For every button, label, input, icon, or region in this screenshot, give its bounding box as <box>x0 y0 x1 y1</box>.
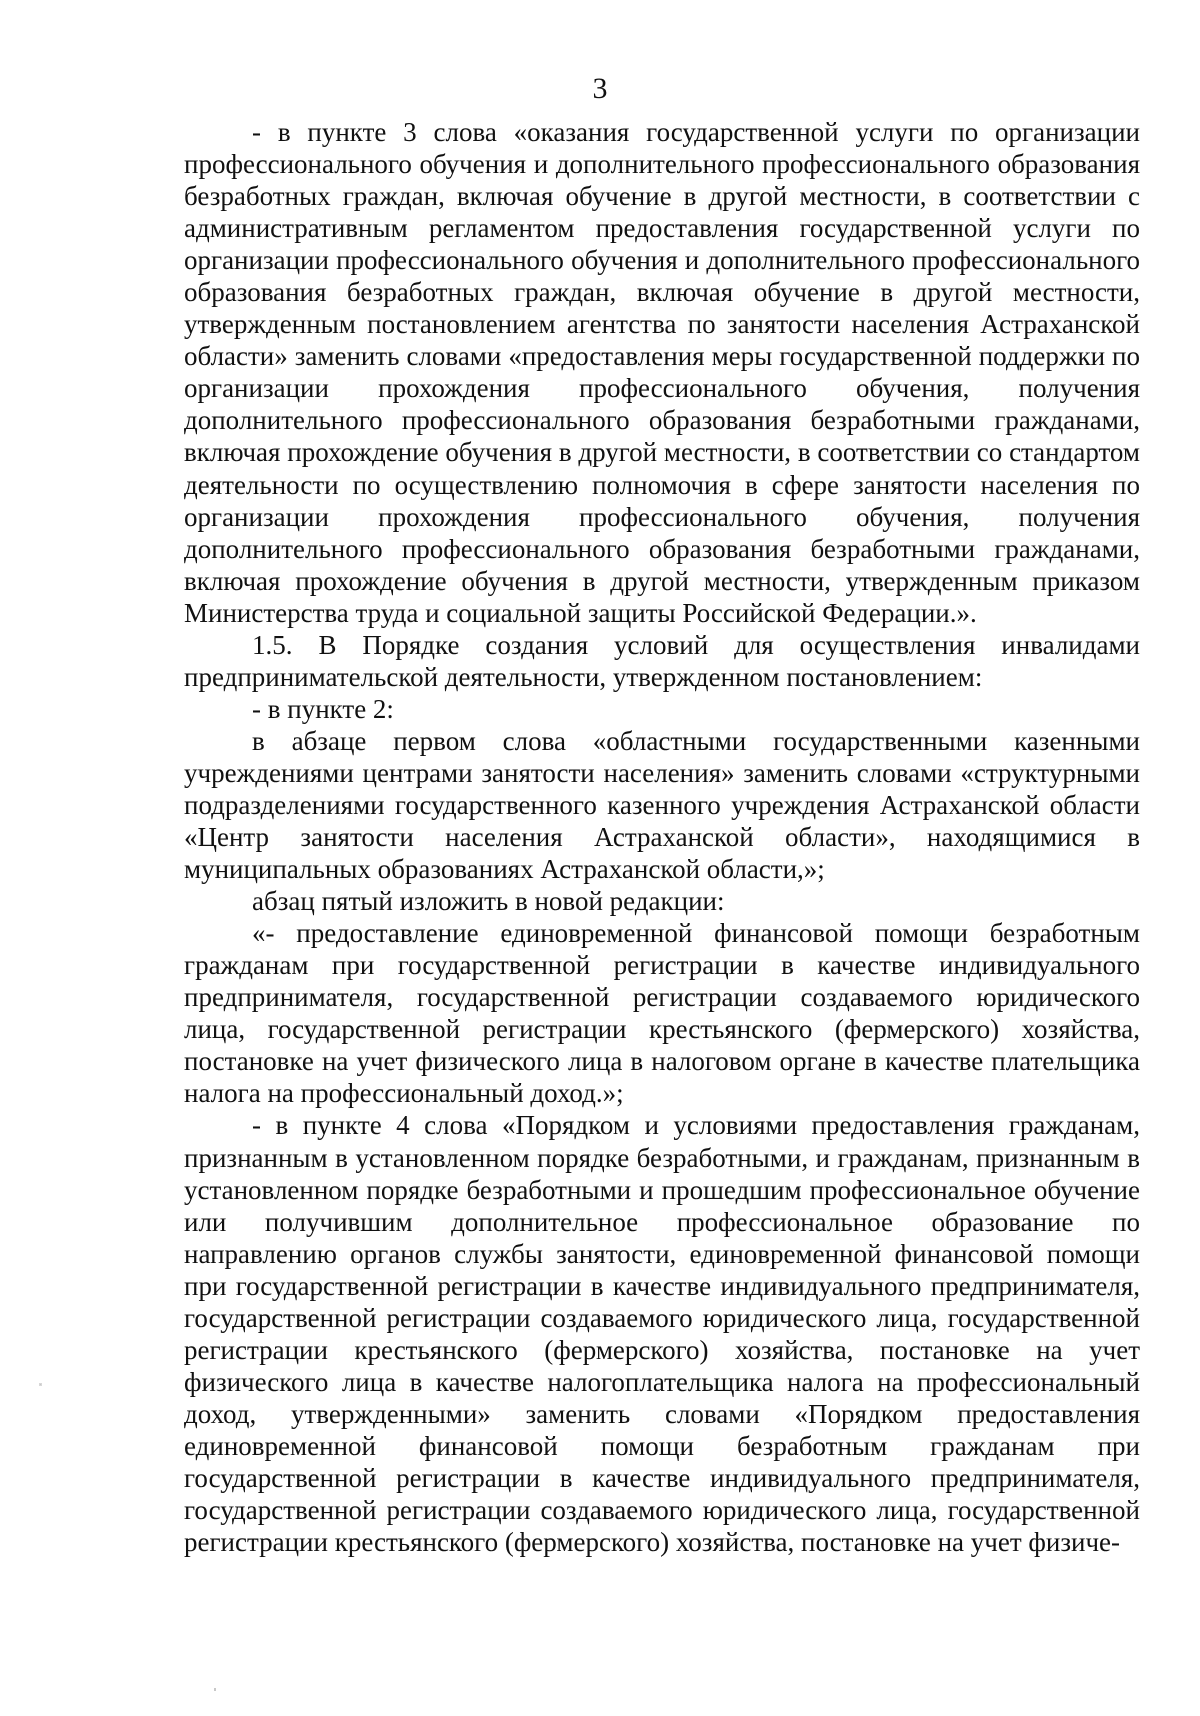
document-body <box>184 116 1140 1558</box>
page-number: 3 <box>592 72 608 105</box>
paragraph-item-2-heading: - в пункте 2: <box>252 693 394 724</box>
paragraph-fifth-abzac-heading: абзац пятый изложить в новой редакции: <box>252 886 725 917</box>
paragraph-section-1-5: 1.5. В Порядке создания условий для осуществления инвалидами предпринимательской деятельности, утвержденном постановлением: <box>184 629 1140 692</box>
paragraph-item-4-wording-change: - в пункте 4 слова «Порядком и условиями предоставления гражданам, признанным в установленном порядке безработными, и гражданам, признанным в установленном порядке безработными и прошедшим профессиональное обучение или получившим дополнительное профессиональное образование по направлению органов службы занятости, единовременной финансовой помощи при государственной регистрации в качестве индивидуального предпринимателя, государственной регистрации создаваемого юридического лица, государственной регистрации крестьянского (фермерского) хозяйства, постановке на учет физического лица в качестве налогоплательщика налога на профессиональный доход, утвержденными» заменить словами «Порядком предоставления единовременной финансовой помощи безработным гражданам при государственной регистрации в качестве индивидуального предпринимателя, государственной регистрации создаваемого юридического лица, государственной регистрации крестьянского (фермерского) хозяйства, постановке на учет физиче- <box>184 1110 1140 1558</box>
paragraph-item-3-wording-change: - в пункте 3 слова «оказания государственной услуги по организации профессионального обучения и дополнительного профессионального образования безработных граждан, включая обучение в другой местности, в соответствии с административным регламентом предоставления государственной услуги по организации профессионального обучения и дополнительного профессионального образования безработных граждан, включая обучение в другой местности, утвержденным постановлением агентства по занятости населения Астраханской области» заменить словами «предоставления меры государственной поддержки по организации прохождения профессионального обучения, получения дополнительного профессионального образования безработными гражданами, включая прохождение обучения в другой местности, в соответствии со стандартом деятельности по осуществлению полномочия в сфере занятости населения по организации прохождения профессионального обучения, получения дополнительного профессионального образования безработными гражданами, включая прохождение обучения в другой местности, утвержденным приказом Министерства труда и социальной защиты Российской Федерации.». <box>184 117 1140 628</box>
paragraph-fifth-abzac-new-text: «- предоставление единовременной финансовой помощи безработным гражданам при государственной регистрации в качестве индивидуального предпринимателя, государственной регистрации создаваемого юридического лица, государственной регистрации крестьянского (фермерского) хозяйства, постановке на учет физического лица в налоговом органе в качестве плательщика налога на профессиональный доход.»; <box>184 918 1140 1109</box>
paragraph-first-abzac-change: в абзаце первом слова «областными государственными казенными учреждениями центрами занятости населения» заменить словами «структурными подразделениями государственного казенного учреждения Астраханской области «Центр занятости населения Астраханской области», находящимися в муниципальных образованиях Астраханской области,»; <box>184 725 1140 885</box>
scan-speck <box>40 1384 41 1385</box>
scan-speck <box>214 1688 216 1691</box>
